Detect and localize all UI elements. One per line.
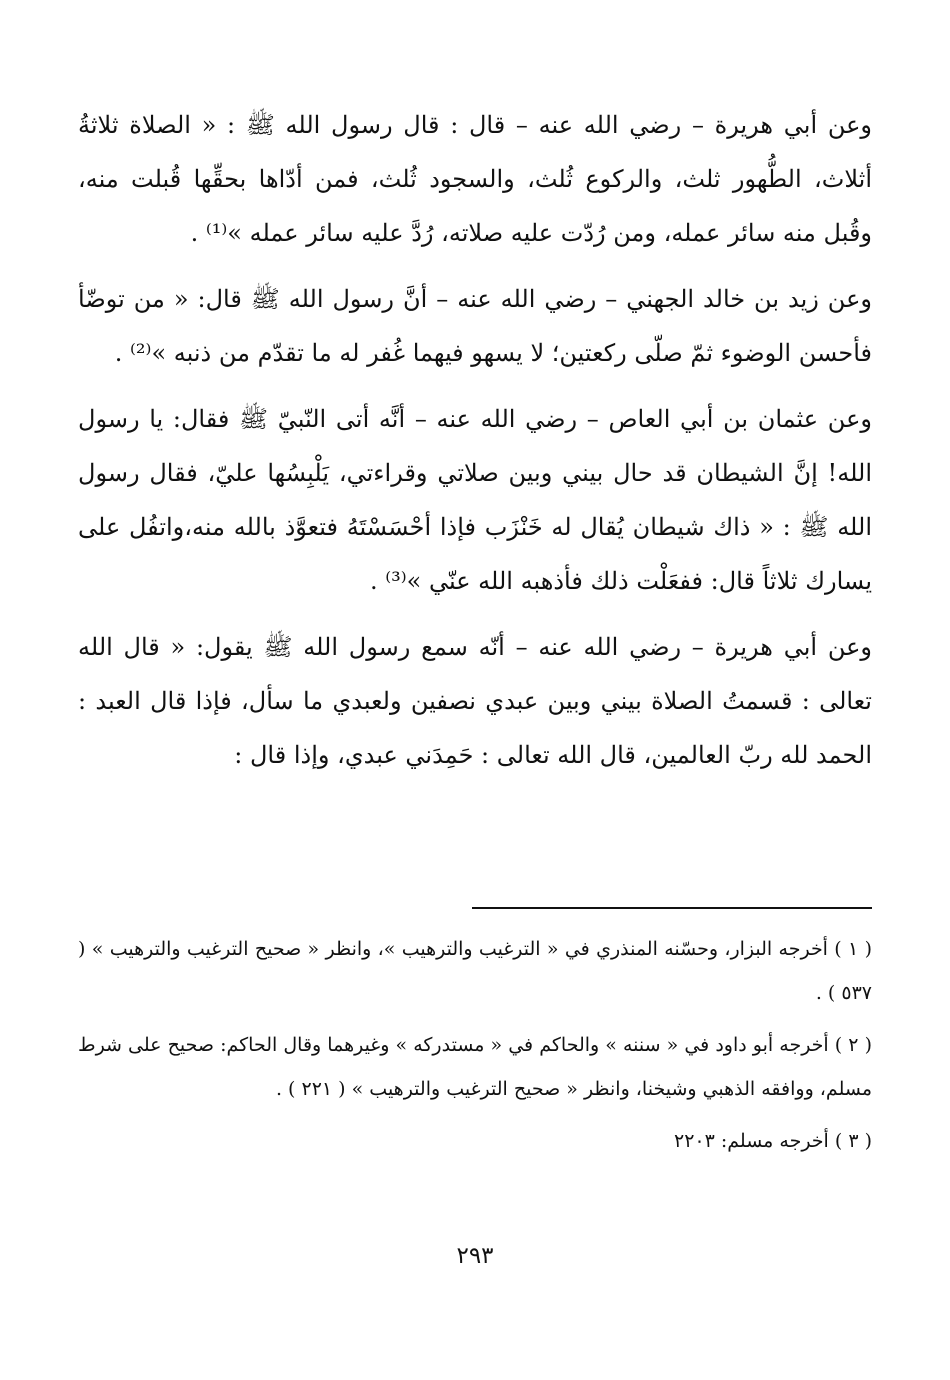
footnotes [78, 927, 872, 1171]
footnote-divider [472, 907, 872, 909]
page-number: ٢٩٣ [456, 1243, 494, 1269]
footnote: ( ٣ ) أخرجه مسلم: ٢٢٠٣ [674, 1130, 872, 1152]
hadith-paragraph: وعن أبي هريرة – رضي الله عنه – قال : قال رسول الله ﷺ : « الصلاة ثلاثةُ أثلاث، الطُّهور ثلث، والركوع ثُلث، والسجود ثُلث، فمن أدّاها بحقِّها قُبلت منه، وقُبل منه سائر عمله، ومن رُدّت عليه صلاته، رُدَّ عليه سائر عمله »⁽¹⁾ . [78, 111, 872, 247]
main-text [78, 98, 872, 794]
footnote: ( ٢ ) أخرجه أبو داود في « سننه » والحاكم في « مستدركه » وغيرهما وقال الحاكم: صحيح على شرط مسلم، ووافقه الذهبي وشيخنا، وانظر « صحيح الترغيب والترهيب » ( ٢٢١ ) . [78, 1034, 872, 1100]
hadith-paragraph: وعن زيد بن خالد الجهني – رضي الله عنه – أنَّ رسول الله ﷺ قال: « من توضّأ فأحسن الوضوء ثمّ صلّى ركعتين؛ لا يسهو فيهما غُفر له ما تقدّم من ذنبه »⁽²⁾ . [78, 285, 872, 367]
hadith-paragraph: وعن أبي هريرة – رضي الله عنه – أنّه سمع رسول الله ﷺ يقول: « قال الله تعالى : قسمتُ الصلاة بيني وبين عبدي نصفين ولعبدي ما سأل، فإذا قال العبد : الحمد لله ربّ العالمين، قال الله تعالى : حَمِدَني عبدي، وإذا قال : [78, 633, 872, 769]
hadith-paragraph: وعن عثمان بن أبي العاص – رضي الله عنه – أنَّه أتى النّبيّ ﷺ فقال: يا رسول الله! إنَّ الشيطان قد حال بيني وبين صلاتي وقراءتي، يَلْبِسُها عليّ، فقال رسول الله ﷺ : « ذاك شيطان يُقال له خَنْزَب فإذا أحْسَسْتَهُ فتعوَّذ بالله منه،واتفُل على يسارك ثلاثاً قال: ففعَلْت ذلك فأذهبه الله عنّي »⁽³⁾ . [78, 405, 872, 595]
footnote: ( ١ ) أخرجه البزار، وحسّنه المنذري في « الترغيب والترهيب »، وانظر « صحيح الترغيب والترهيب » ( ٥٣٧ ) . [78, 938, 873, 1004]
